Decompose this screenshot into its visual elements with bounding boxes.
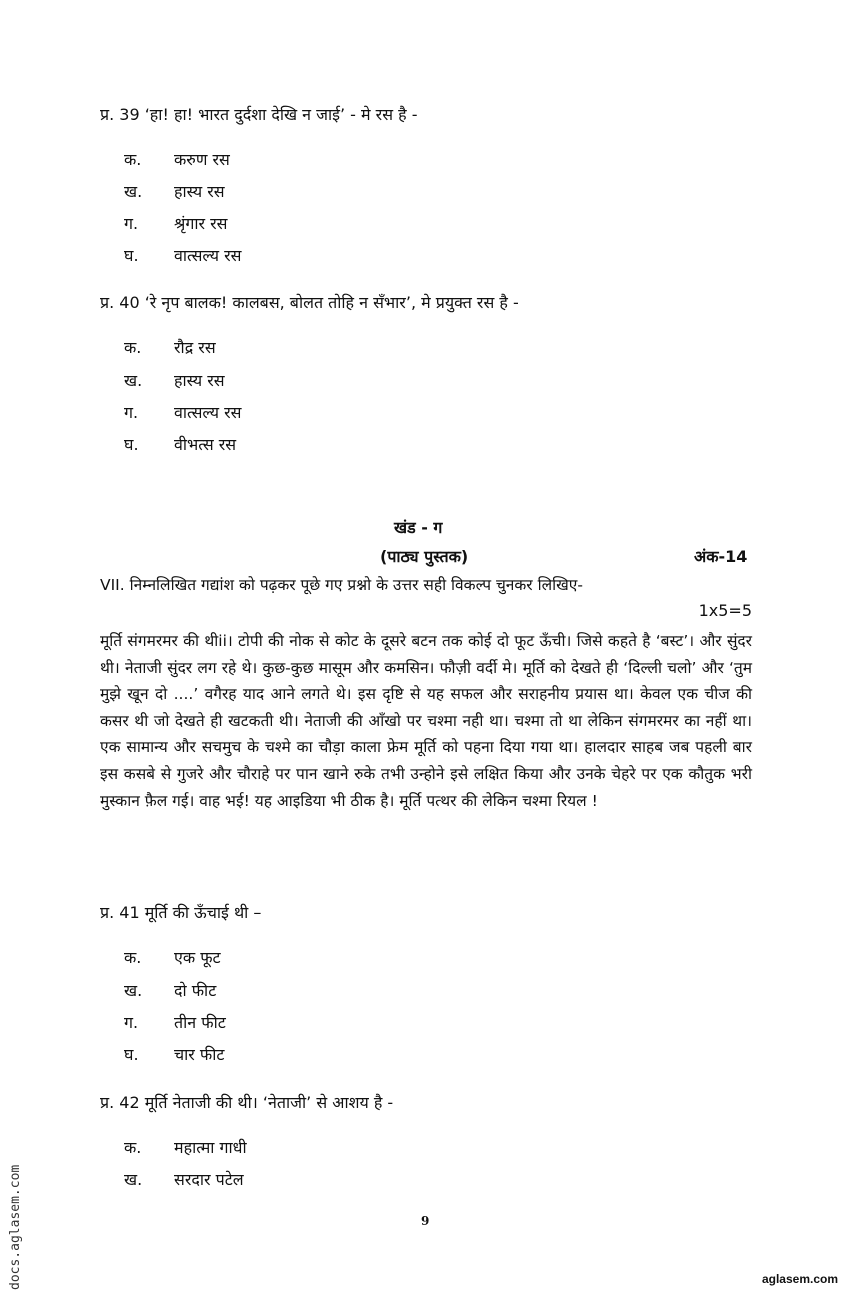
q40-option-c: ग. वात्सल्य रस [124,403,242,422]
section-marks: अंक-14 [694,547,748,566]
section-subtitle: (पाठ्य पुस्तक) [380,547,469,566]
question-40: प्र. 40 ‘रे नृप बालक! कालबस, बोलत तोहि न सँभार’, मे प्रयुक्त रस है - [100,293,519,312]
q39-option-d: घ. वात्सल्य रस [124,246,242,265]
question-41: प्र. 41 मूर्ति की ऊँचाई थी – [100,903,262,922]
q42-option-a: क. महात्मा गाधी [124,1138,247,1157]
section-title: खंड - ग [394,518,443,537]
passage: मूर्ति संगमरमर की थीii। टोपी की नोक से कोट के दूसरे बटन तक कोई दो फूट ऊँची। जिसे कहते है ‘बस्ट’। और सुंदर थी। नेताजी सुंदर लग रहे थे। कुछ-कुछ मासूम और कमसिन। फौज़ी वर्दी मे। मूर्ति को देखते ही ‘दिल्ली चलो’ और ‘तुम मुझे खून दो ....’ वगैरह याद आने लगते थे। इस दृष्टि से यह सफल और सराहनीय प्रयास था। केवल एक चीज की कसर थी जो देखते ही खटकती थी। नेताजी की आँखो पर चश्मा नही था। चश्मा तो था लेकिन संगमरमर का नहीं था। एक सामान्य और सचमुच के चश्मे का चौड़ा काला फ्रेम मूर्ति को पहना दिया गया था। हालदार साहब जब पहली बार इस कसबे से गुजरे और चौराहे पर पान खाने रुके तभी उन्होने इसे लक्षित किया और उनके चेहरे पर एक कौतुक भरी मुस्कान फ़ैल गई। वाह भई! यह आइडिया भी ठीक है। मूर्ति पत्थर की लेकिन चश्मा रियल ! [100,632,752,810]
instruction-marks: 1x5=5 [698,601,752,620]
page-number: 9 [421,1214,430,1228]
q41-option-b: ख. दो फीट [124,981,217,1000]
q41-option-d: घ. चार फीट [124,1045,225,1064]
q39-option-c: ग. श्रृंगार रस [124,214,228,233]
q42-option-b: ख. सरदार पटेल [124,1170,244,1189]
q40-option-b: ख. हास्य रस [124,371,225,390]
q40-option-d: घ. वीभत्स रस [124,435,237,454]
q39-option-b: ख. हास्य रस [124,182,225,201]
question-42: प्र. 42 मूर्ति नेताजी की थी। ‘नेताजी’ से आशय है - [100,1093,394,1112]
q41-option-c: ग. तीन फीट [124,1013,226,1032]
question-39: प्र. 39 ‘हा! हा! भारत दुर्दशा देखि न जाई’ - मे रस है - [100,105,418,124]
q39-option-a: क. करुण रस [124,150,230,169]
brand-link[interactable]: aglasem.com [761,1272,838,1286]
q40-option-a: क. रौद्र रस [124,338,216,357]
side-watermark: docs.aglasem.com [8,1164,23,1290]
q41-option-a: क. एक फूट [124,948,221,967]
instruction: VII. निम्नलिखित गद्यांश को पढ़कर पूछे गए प्रश्नो के उत्तर सही विकल्प चुनकर लिखिए- [100,576,583,594]
